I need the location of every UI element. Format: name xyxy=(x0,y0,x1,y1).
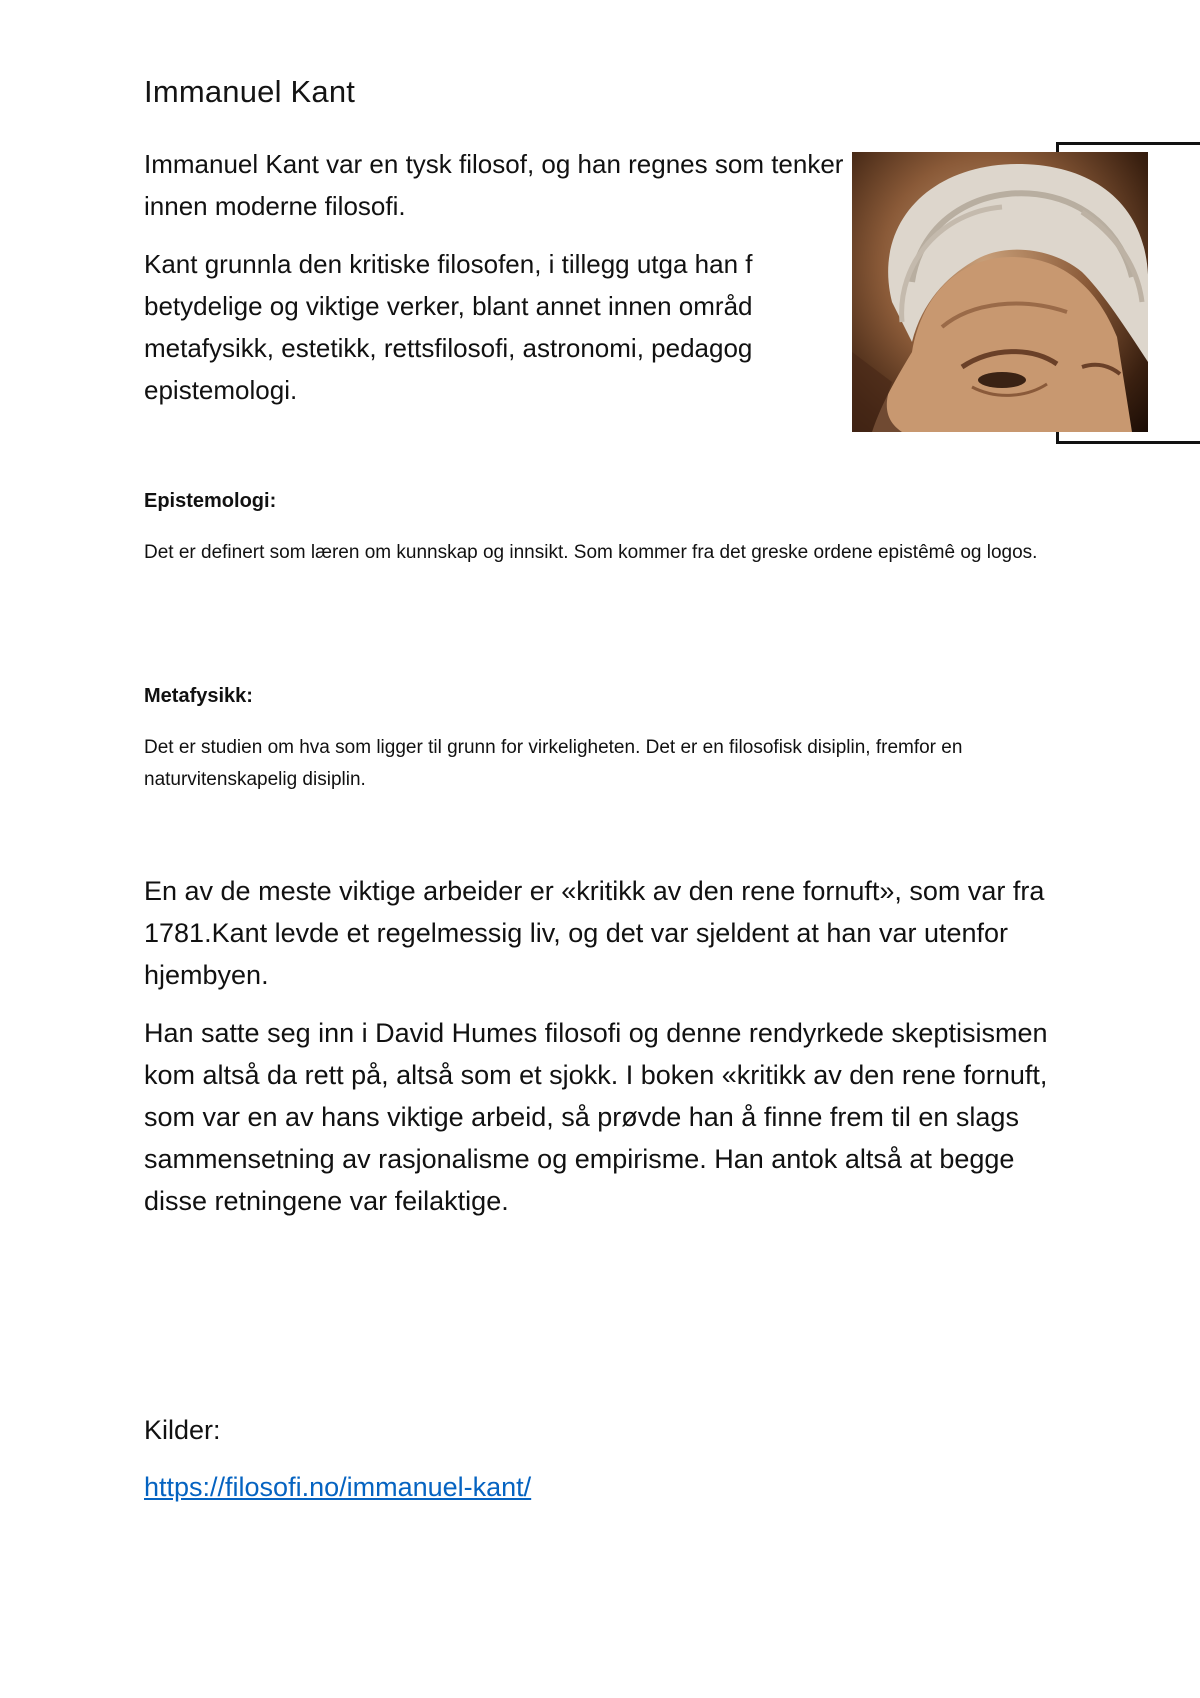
body-paragraph-2: Han satte seg inn i David Humes filosofi og denne rendyrkede skeptisismen kom altså da rett på, altså som et sjokk. I boken «kritikk av den rene fornuft, som var en av hans viktige arbeid, så prøvde han å finne frem til en slags sammensetning av rasjonalisme og empirisme. Han antok altså at begge disse retningene var feilaktige. xyxy=(144,1018,1048,1216)
metaphysics-heading: Metafysikk: xyxy=(144,685,253,707)
epistemology-heading: Epistemologi: xyxy=(144,490,277,512)
portrait-drawing xyxy=(852,152,1148,432)
body-paragraph-1: En av de meste viktige arbeider er «kritikk av den rene fornuft», som var fra 1781.Kant levde et regelmessig liv, og det var sjeldent at han var utenfor hjembyen. xyxy=(144,876,1045,990)
kant-portrait-image[interactable] xyxy=(852,152,1148,432)
main-body-text xyxy=(144,870,1074,1238)
source-link[interactable]: https://filosofi.no/immanuel-kant/ xyxy=(144,1472,532,1502)
intro-paragraph-1: Immanuel Kant var en tysk filosof, og han regnes som tenker innen moderne filosofi. xyxy=(144,149,844,221)
intro-paragraph-2: Kant grunnla den kritiske filosofen, i tillegg utga han f betydelige og viktige verker, blant annet innen områd metafysikk, estetikk, rettsfilosofi, astronomi, pedagog epistemologi. xyxy=(144,249,753,405)
metaphysics-text: Det er studien om hva som ligger til grunn for virkeligheten. Det er en filosofisk disiplin, fremfor en naturvitenskapelig disiplin. xyxy=(144,737,963,790)
epistemology-text: Det er definert som læren om kunnskap og innsikt. Som kommer fra det greske ordene epistêmê og logos. xyxy=(144,542,1038,563)
intro-text xyxy=(144,143,864,427)
page-title: Immanuel Kant xyxy=(144,74,356,109)
sources-label: Kilder: xyxy=(144,1415,221,1445)
